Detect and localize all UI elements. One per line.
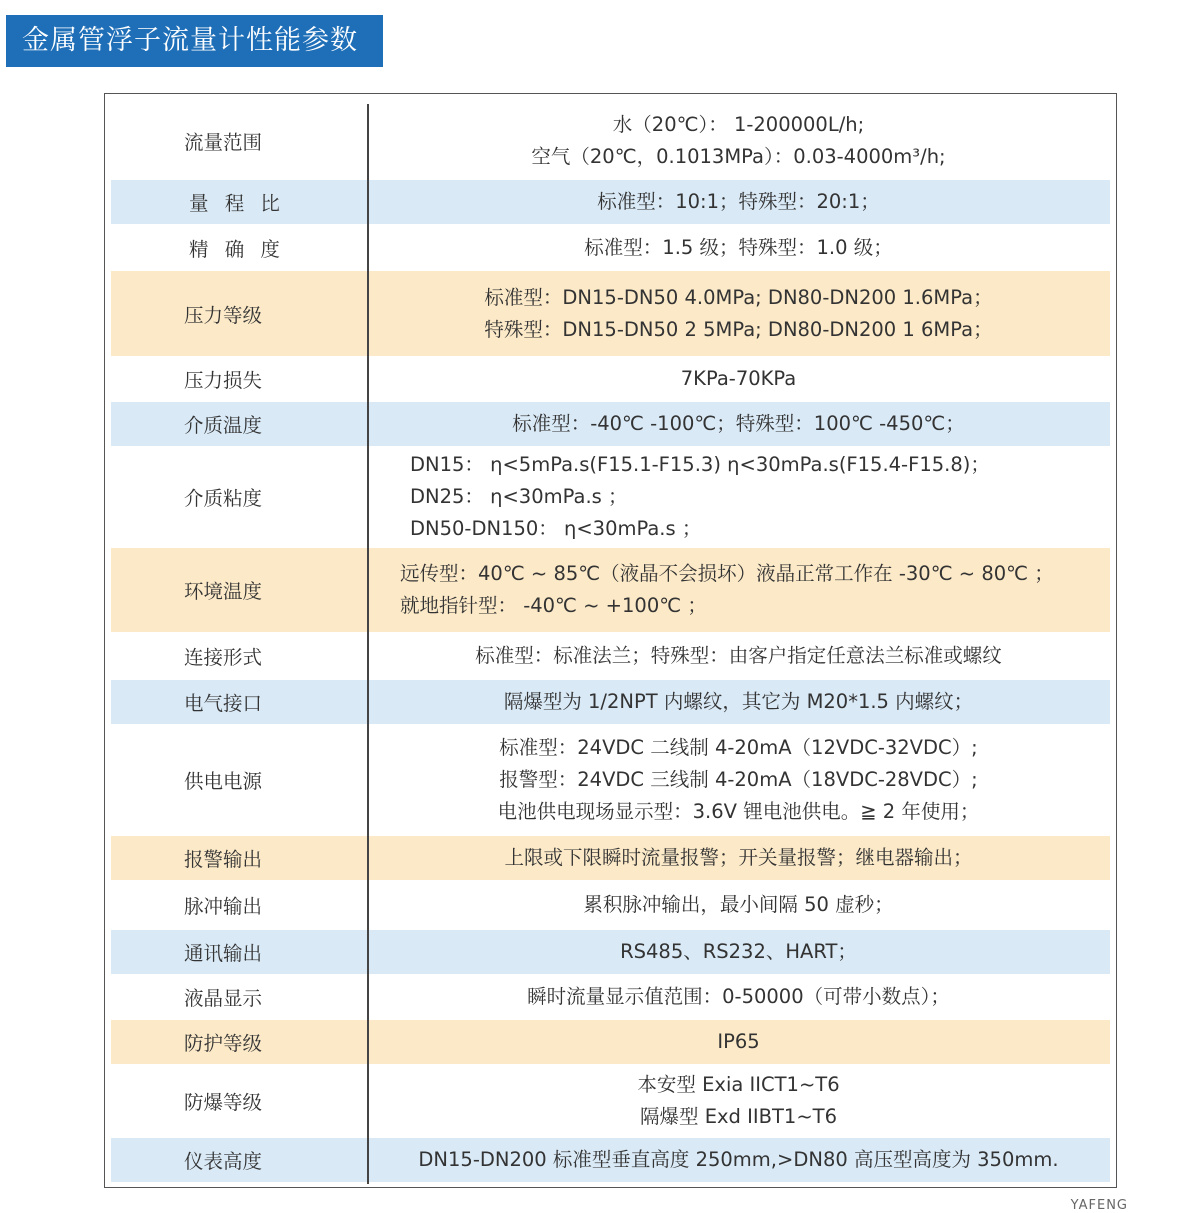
value-line: 标准型：-40℃ -100℃；特殊型：100℃ -450℃； xyxy=(512,412,965,435)
value-line: 就地指针型： -40℃ ~ +100℃ ； xyxy=(400,594,707,617)
value-line: 标准型：10:1；特殊型：20:1； xyxy=(597,190,880,213)
table-row xyxy=(111,882,1110,928)
param-label: 液晶显示 xyxy=(184,987,263,1010)
value-line: 水（20℃）： 1-200000L/h; xyxy=(612,113,865,136)
value-line: 电池供电现场显示型：3.6V 锂电池供电。≧ 2 年使用； xyxy=(497,800,980,823)
table-row xyxy=(111,680,1110,724)
param-label: 介质粘度 xyxy=(184,487,263,510)
value-line: 报警型：24VDC 三线制 4-20mA（18VDC-28VDC）; xyxy=(499,768,978,791)
value-line: 隔爆型 Exd IIBT1~T6 xyxy=(640,1105,837,1128)
param-value xyxy=(367,186,1110,218)
table-row xyxy=(111,976,1110,1018)
param-label: 仪表高度 xyxy=(184,1150,263,1173)
param-label: 环境温度 xyxy=(184,580,263,603)
param-label: 流量范围 xyxy=(184,131,263,154)
value-line: DN15： η<5mPa.s(F15.1-F15.3) η<30mPa.s(F15.4-F15.8)； xyxy=(410,453,990,476)
table-row xyxy=(111,726,1110,834)
table-row xyxy=(111,1138,1110,1182)
param-label: 介质温度 xyxy=(184,414,263,437)
table-row xyxy=(111,226,1110,270)
table-row xyxy=(111,1020,1110,1064)
param-value xyxy=(367,981,1110,1013)
value-line: 标准型：DN15-DN50 4.0MPa; DN80-DN200 1.6MPa； xyxy=(484,285,993,309)
page-title: 金属管浮子流量计性能参数 xyxy=(6,15,383,67)
value-line: DN25： η<30mPa.s ； xyxy=(410,485,628,508)
param-label: 量 程 比 xyxy=(189,192,285,215)
value-line: 远传型：40℃ ~ 85℃（液晶不会损坏）液晶正常工作在 -30℃ ~ 80℃ ； xyxy=(400,562,1054,585)
value-line: IP65 xyxy=(717,1030,760,1053)
param-label: 防爆等级 xyxy=(184,1091,263,1114)
param-value xyxy=(367,686,1110,718)
value-line: RS485、RS232、HART； xyxy=(620,940,857,963)
brand-watermark: YAFENG xyxy=(1070,1198,1128,1213)
param-label: 报警输出 xyxy=(184,848,263,871)
param-value xyxy=(367,232,1110,264)
param-value xyxy=(367,936,1110,968)
param-value xyxy=(367,1026,1110,1058)
param-label: 压力损失 xyxy=(184,369,263,392)
value-line: 标准型：24VDC 二线制 4-20mA（12VDC-32VDC）; xyxy=(499,736,978,759)
value-line: 隔爆型为 1/2NPT 内螺纹，其它为 M20*1.5 内螺纹； xyxy=(503,690,974,713)
param-value xyxy=(367,1144,1110,1176)
param-label: 脉冲输出 xyxy=(184,895,263,918)
value-line: 累积脉冲输出，最小间隔 50 虚秒； xyxy=(583,893,894,916)
param-label: 防护等级 xyxy=(184,1032,263,1055)
param-value xyxy=(367,558,1110,622)
param-label: 通讯输出 xyxy=(184,942,263,965)
value-line: DN50-DN150： η<30mPa.s ； xyxy=(410,517,702,540)
value-line: DN15-DN200 标准型垂直高度 250mm,>DN80 高压型高度为 350mm. xyxy=(418,1148,1059,1171)
param-label: 电气接口 xyxy=(184,692,263,715)
param-value xyxy=(367,842,1110,874)
param-value xyxy=(367,449,1110,545)
table-row xyxy=(111,448,1110,546)
param-value xyxy=(367,732,1110,828)
table-row xyxy=(111,358,1110,400)
param-label: 压力等级 xyxy=(184,303,263,327)
value-line: 空气（20℃，0.1013MPa）：0.03-4000m³/h; xyxy=(531,145,946,168)
table-row xyxy=(111,402,1110,446)
table-row xyxy=(111,930,1110,974)
column-divider xyxy=(367,104,369,1184)
param-value xyxy=(367,408,1110,440)
value-line: 瞬时流量显示值范围：0-50000（可带小数点）； xyxy=(527,985,950,1008)
param-value xyxy=(367,363,1110,395)
param-value xyxy=(367,1069,1110,1133)
table-row xyxy=(111,634,1110,678)
table-row xyxy=(111,1066,1110,1136)
param-value xyxy=(367,640,1110,672)
value-line: 标准型：标准法兰；特殊型：由客户指定任意法兰标准或螺纹 xyxy=(475,644,1002,667)
value-line: 7KPa-70KPa xyxy=(680,367,797,390)
param-label: 精 确 度 xyxy=(189,238,285,261)
param-value xyxy=(367,889,1110,921)
value-line: 本安型 Exia IICT1~T6 xyxy=(637,1073,840,1096)
param-value xyxy=(367,109,1110,173)
param-label: 连接形式 xyxy=(184,646,263,669)
table-row xyxy=(111,836,1110,880)
param-value xyxy=(367,282,1110,346)
table-row xyxy=(111,180,1110,224)
value-line: 标准型：1.5 级；特殊型：1.0 级； xyxy=(584,236,893,259)
table-row xyxy=(111,548,1110,632)
table-row xyxy=(111,105,1110,177)
value-line: 特殊型：DN15-DN50 2 5MPa; DN80-DN200 1 6MPa； xyxy=(484,317,993,341)
value-line: 上限或下限瞬时流量报警；开关量报警；继电器输出； xyxy=(504,846,973,869)
param-label: 供电电源 xyxy=(184,770,263,793)
table-row xyxy=(111,271,1110,356)
